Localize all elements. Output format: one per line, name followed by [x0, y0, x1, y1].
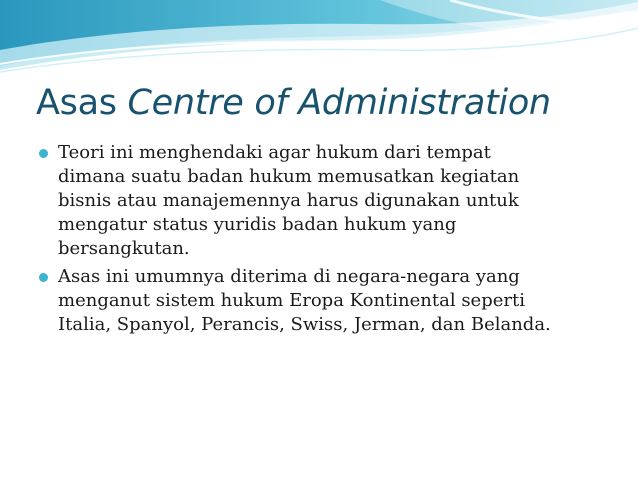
- bullet-line: mengatur status yuridis badan hukum yang: [58, 214, 457, 235]
- bullet-dot-icon: [39, 273, 48, 282]
- bullet-line: bersangkutan.: [58, 238, 190, 259]
- bullet-list: [36, 141, 616, 341]
- bullet-line: dimana suatu badan hukum memusatkan kegiatan: [58, 166, 520, 187]
- title-text: Asas: [36, 83, 128, 123]
- bullet-line: Italia, Spanyol, Perancis, Swiss, Jerman, dan Belanda.: [58, 314, 551, 335]
- bullet-line: bisnis atau manajemennya harus digunakan untuk: [58, 190, 519, 211]
- bullet-item: [36, 141, 616, 261]
- bullet-line: Teori ini menghendaki agar hukum dari tempat: [58, 142, 491, 163]
- bullet-item: [36, 265, 616, 337]
- slide-title: [36, 80, 551, 126]
- title-italic-text: Centre of Administration: [127, 83, 551, 123]
- header-wave-decoration: [0, 0, 638, 80]
- bullet-line: menganut sistem hukum Eropa Kontinental seperti: [58, 290, 525, 311]
- bullet-dot-icon: [39, 149, 48, 158]
- bullet-line: Asas ini umumnya diterima di negara-negara yang: [58, 266, 520, 287]
